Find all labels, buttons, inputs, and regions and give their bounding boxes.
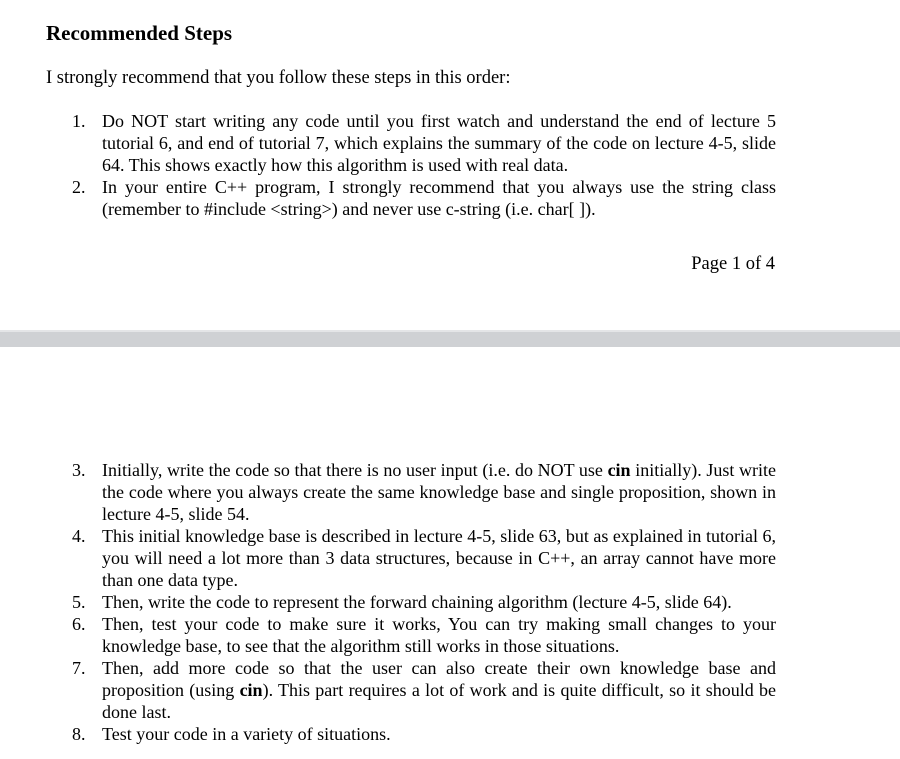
step-number: 1. <box>72 111 86 131</box>
step-number: 8. <box>72 724 86 744</box>
step-number: 4. <box>72 526 86 546</box>
list-item <box>72 613 776 657</box>
steps-list-page-2 <box>72 459 776 745</box>
step-text-part: initially). Just write the code where you always create the same knowledge base and single proposition, shown in lecture 4-5, slide 54. <box>102 460 776 524</box>
step-text: Test your code in a variety of situations. <box>102 724 391 744</box>
step-text: This initial knowledge base is described in lecture 4-5, slide 63, but as explained in tutorial 6, you will need a lot more than 3 data structures, because in C++, an array cannot have more than one data type. <box>102 526 776 590</box>
step-number: 2. <box>72 177 86 197</box>
step-number: 5. <box>72 592 86 612</box>
section-heading: Recommended Steps <box>46 21 233 45</box>
step-text-part: Then, add more code so that the user can also create their own knowledge base and proposition (using <box>102 658 776 700</box>
code-keyword: cin <box>239 680 263 700</box>
step-number: 3. <box>72 460 86 480</box>
list-item <box>72 525 776 591</box>
step-text: Do NOT start writing any code until you first watch and understand the end of lecture 5 tutorial 6, and end of tutorial 7, which explains the summary of the code on lecture 4-5, slide 64. This shows exactly how this algorithm is used with real data. <box>102 111 776 175</box>
step-number: 7. <box>72 658 86 678</box>
document-page-2 <box>0 347 900 759</box>
intro-paragraph: I strongly recommend that you follow these steps in this order: <box>46 68 511 88</box>
list-item <box>72 591 776 613</box>
step-text: Then, test your code to make sure it works, You can try making small changes to your knowledge base, to see that the algorithm still works in those situations. <box>102 614 776 656</box>
steps-list-page-1 <box>72 110 776 220</box>
step-text <box>102 657 776 723</box>
code-keyword: cin <box>607 460 631 480</box>
step-text: In your entire C++ program, I strongly recommend that you always use the string class (remember to #include <string>) and never use c-string (i.e. char[ ]). <box>102 177 776 219</box>
step-text: Then, write the code to represent the forward chaining algorithm (lecture 4-5, slide 64). <box>102 592 732 612</box>
list-item <box>72 723 776 745</box>
page-number-footer: Page 1 of 4 <box>691 254 775 274</box>
step-number: 6. <box>72 614 86 634</box>
list-item <box>72 459 776 525</box>
step-text-part: ). This part requires a lot of work and is quite difficult, so it should be done last. <box>102 680 776 722</box>
list-item <box>72 657 776 723</box>
list-item <box>72 176 776 220</box>
step-text <box>102 459 776 525</box>
step-text-part: Initially, write the code so that there is no user input (i.e. do NOT use <box>102 460 608 480</box>
document-page-1 <box>0 0 900 330</box>
list-item <box>72 110 776 176</box>
